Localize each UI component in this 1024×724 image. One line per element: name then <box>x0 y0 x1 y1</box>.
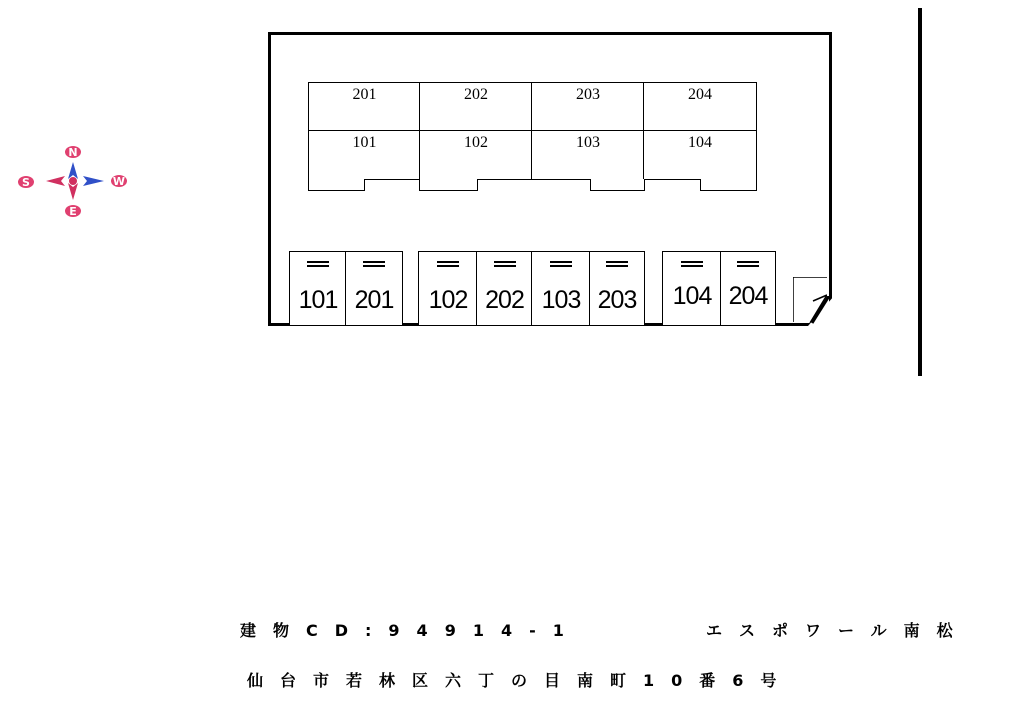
parking-mark-icon <box>363 261 385 267</box>
parking-space <box>531 251 591 326</box>
compass-east-label: E <box>69 205 77 218</box>
entrance-step <box>700 179 757 191</box>
building-address: 仙台市若林区六丁の目南町10番6号 <box>247 671 794 690</box>
compass-arrow-icon <box>46 162 104 200</box>
entrance-step <box>419 179 478 191</box>
road-boundary-line <box>918 8 922 376</box>
parking-space <box>418 251 478 326</box>
parking-mark-icon <box>494 261 516 267</box>
parking-mark-icon <box>437 261 459 267</box>
compass-north-label: N <box>68 146 78 159</box>
parking-space-label: 204 <box>728 282 768 310</box>
parking-space <box>289 251 347 326</box>
unit-104: 104 <box>643 130 757 180</box>
parking-space-label: 201 <box>354 286 394 314</box>
unit-101: 101 <box>308 130 421 180</box>
parking-space <box>589 251 645 326</box>
unit-102: 102 <box>419 130 533 180</box>
parking-space <box>345 251 403 326</box>
unit-103: 103 <box>531 130 645 180</box>
unit-203: 203 <box>531 82 645 131</box>
parking-space <box>720 251 776 326</box>
parking-space-label: 202 <box>485 286 524 314</box>
parking-space-label: 104 <box>672 282 712 310</box>
entrance-step <box>308 179 365 191</box>
parking-space-label: 101 <box>298 286 338 314</box>
unit-204: 204 <box>643 82 757 131</box>
parking-mark-icon <box>737 261 759 267</box>
parking-space <box>476 251 533 326</box>
parking-mark-icon <box>606 261 628 267</box>
compass-west-label: W <box>112 175 126 188</box>
parking-mark-icon <box>681 261 703 267</box>
parking-space <box>662 251 722 326</box>
site-lot-outline <box>268 32 832 326</box>
parking-space-label: 203 <box>597 286 637 314</box>
compass-rose <box>12 142 134 222</box>
building-name: エスポワール南松 <box>706 621 970 640</box>
lot-chamfer <box>808 296 834 326</box>
parking-space-label: 103 <box>541 286 581 314</box>
building-code: 建物CD:94914-1 <box>240 621 581 640</box>
parking-mark-icon <box>307 261 329 267</box>
entrance-step <box>590 179 645 191</box>
parking-space-label: 102 <box>428 286 468 314</box>
unit-201: 201 <box>308 82 421 131</box>
parking-mark-icon <box>550 261 572 267</box>
compass-south-label: S <box>22 176 30 189</box>
unit-202: 202 <box>419 82 533 131</box>
